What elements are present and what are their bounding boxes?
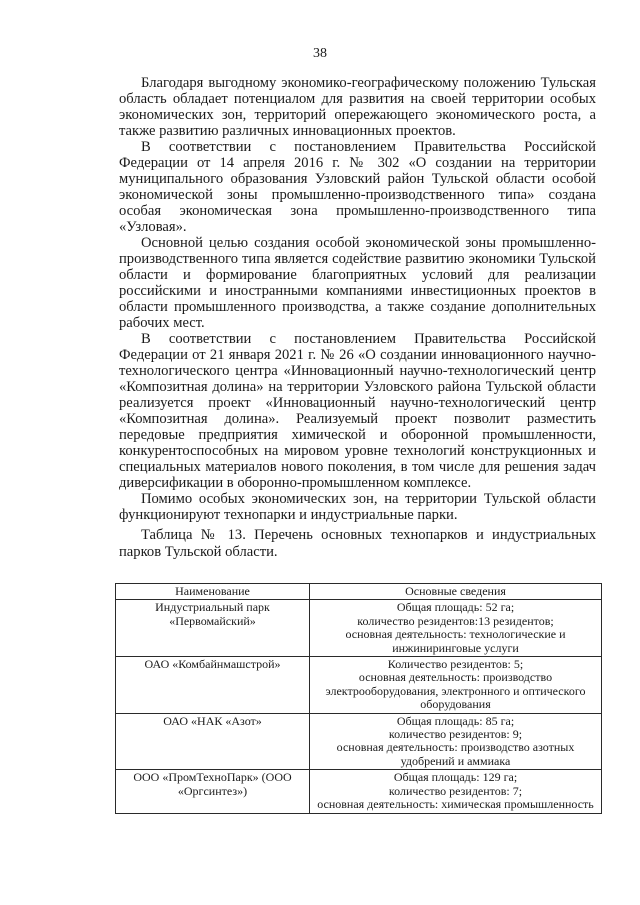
- page-number: 38: [313, 46, 327, 61]
- info-line: основная деятельность: производство азотных удобрений и аммиака: [336, 740, 575, 768]
- info-line: количество резидентов: 9;: [388, 727, 523, 742]
- paragraph: Основной целью создания особой экономической зоны промышленно-производственного типа является содействие развитию экономики Тульской области и формирование благоприятных условий для реализации российскими и иностранными компаниями инвестиционных проектов в области промышленного производства, а также создание дополнительных рабочих мест.: [119, 235, 596, 331]
- park-name: ОАО «Комбайнмашстрой»: [116, 657, 310, 714]
- table-row: [116, 600, 602, 657]
- park-info: [310, 713, 602, 770]
- table-row: [116, 713, 602, 770]
- document-body: [119, 75, 596, 523]
- table-header-row: [116, 584, 602, 600]
- park-info: [310, 657, 602, 714]
- park-name: Индустриальный парк «Первомайский»: [116, 600, 310, 657]
- info-line: количество резидентов:13 резидентов;: [357, 613, 554, 628]
- park-info: [310, 600, 602, 657]
- info-line: основная деятельность: производство электрооборудования, электронного и оптического оборудования: [325, 670, 586, 712]
- paragraph: В соответствии с постановлением Правительства Российской Федерации от 21 января 2021 г. № 26 «О создании инновационного научно-технологического центра «Инновационный научно-технологический центр «Композитная долина» на территории Узловского района Тульской области реализуется проект «Инновационный научно-технологический центр «Композитная долина». Реализуемый проект позволит разместить передовые предприятия химической и оборонной промышленности, конкурентоспособных на мировом уровне технологий конструкционных и специальных материалов нового поколения, в том числе для решения задач диверсификации в оборонно-промышленном комплексе.: [119, 331, 596, 491]
- info-line: Общая площадь: 85 га;: [396, 713, 515, 728]
- info-line: Количество резидентов: 5;: [387, 657, 524, 672]
- park-info: [310, 770, 602, 813]
- table-row: [116, 770, 602, 813]
- header-name: Наименование: [116, 584, 310, 600]
- info-line: количество резидентов: 7;: [388, 783, 523, 798]
- paragraph: В соответствии с постановлением Правительства Российской Федерации от 14 апреля 2016 г. № 302 «О создании на территории муниципального образования Узловский район Тульской области особой экономической зоны промышленно-производственного типа» создана особая экономическая зона промышленно-производственного типа «Узловая».: [119, 139, 596, 235]
- info-line: основная деятельность: химическая промышленность: [317, 797, 594, 812]
- table-row: [116, 657, 602, 714]
- parks-table: [115, 583, 602, 814]
- info-line: Общая площадь: 52 га;: [396, 600, 515, 615]
- table-caption: Таблица № 13. Перечень основных технопарков и индустриальных парков Тульской области.: [119, 527, 596, 560]
- park-name: ООО «ПромТехноПарк» (ООО «Оргсинтез»): [116, 770, 310, 813]
- header-info: Основные сведения: [310, 584, 602, 600]
- paragraph: Помимо особых экономических зон, на территории Тульской области функционируют технопарки и индустриальные парки.: [119, 491, 596, 523]
- info-line: основная деятельность: технологические и инжиниринговые услуги: [345, 627, 566, 655]
- park-name: ОАО «НАК «Азот»: [116, 713, 310, 770]
- info-line: Общая площадь: 129 га;: [393, 770, 518, 785]
- paragraph: Благодаря выгодному экономико-географическому положению Тульская область обладает потенциалом для развития на своей территории особых экономических зон, территорий опережающего экономического роста, а также развитию различных инновационных проектов.: [119, 75, 596, 139]
